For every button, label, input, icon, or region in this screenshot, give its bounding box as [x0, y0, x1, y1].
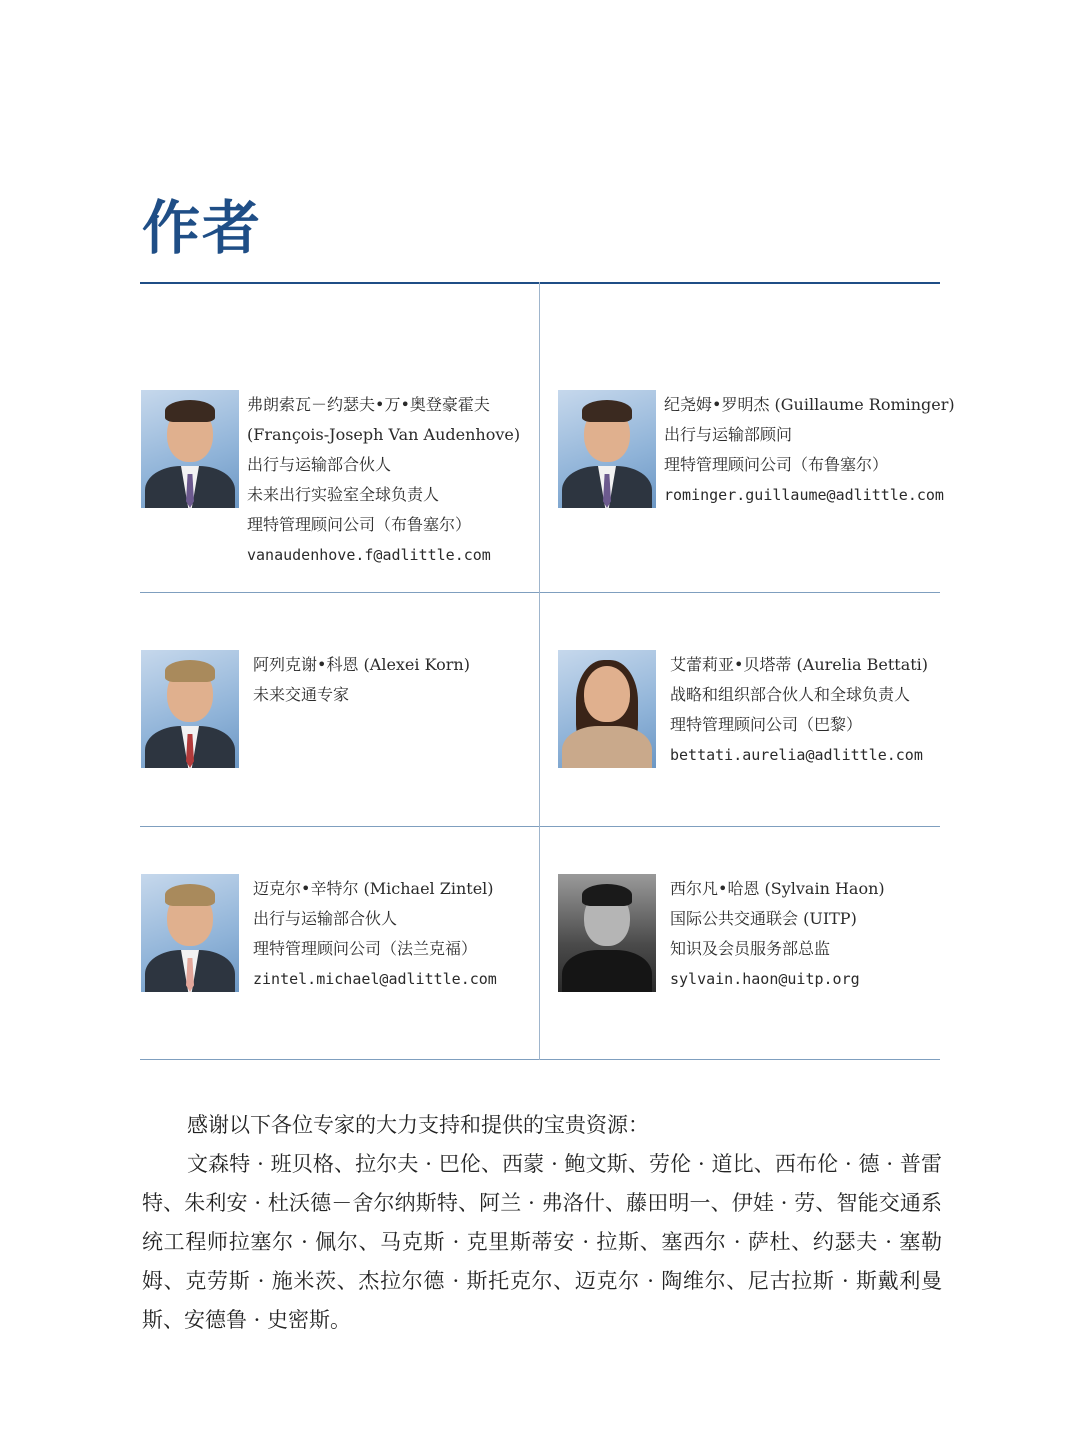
author-company: 理特管理顾问公司（法兰克福） — [253, 939, 478, 958]
divider-top — [140, 282, 940, 284]
author-email[interactable]: zintel.michael@adlittle.com — [253, 970, 497, 988]
author-email[interactable]: rominger.guillaume@adlittle.com — [664, 486, 944, 504]
author-role: 未来出行实验室全球负责人 — [247, 485, 440, 504]
author-role: 战略和组织部合伙人和全球负责人 — [670, 685, 911, 704]
author-info — [670, 650, 928, 770]
author-card — [558, 650, 928, 770]
author-info — [253, 874, 497, 994]
divider-vertical — [539, 282, 540, 1060]
author-photo — [558, 390, 656, 508]
author-name: 阿列克谢•科恩 (Alexei Korn) — [253, 655, 470, 674]
author-info — [253, 650, 470, 768]
author-photo — [141, 650, 239, 768]
author-role: 出行与运输部合伙人 — [247, 455, 392, 474]
author-company: 理特管理顾问公司（布鲁塞尔） — [664, 455, 889, 474]
author-company: 理特管理顾问公司（布鲁塞尔） — [247, 515, 472, 534]
author-name: 西尔凡•哈恩 (Sylvain Haon) — [670, 879, 885, 898]
divider-row-2 — [140, 826, 940, 827]
author-name: 迈克尔•辛特尔 (Michael Zintel) — [253, 879, 494, 898]
authors-grid — [140, 282, 955, 1060]
author-role: 知识及会员服务部总监 — [670, 939, 831, 958]
acknowledgements — [142, 1106, 942, 1340]
author-name-en: (François-Joseph Van Audenhove) — [247, 425, 521, 444]
author-card — [558, 874, 885, 994]
author-photo — [141, 874, 239, 992]
author-name: 艾蕾莉亚•贝塔蒂 (Aurelia Bettati) — [670, 655, 929, 674]
author-name: 弗朗索瓦－约瑟夫•万•奥登豪霍夫 — [247, 395, 490, 414]
author-photo — [141, 390, 239, 508]
author-email[interactable]: vanaudenhove.f@adlittle.com — [247, 546, 491, 564]
author-info — [664, 390, 955, 510]
acknowledgements-names: 文森特 · 班贝格、拉尔夫 · 巴伦、西蒙 · 鲍文斯、劳伦 · 道比、西布伦 · 德 · 普雷特、朱利安 · 杜沃德－舍尔纳斯特、阿兰 · 弗洛什、藤田明一、伊娃 · 劳、智能交通系统工程师拉塞尔 · 佩尔、马克斯 · 克里斯蒂安 · 拉斯、塞西尔 · 萨杜、约瑟夫 · 塞勒姆、克劳斯 · 施米茨、杰拉尔德 · 斯托克尔、迈克尔 · 陶维尔、尼古拉斯 · 斯戴利曼斯、安德鲁 · 史密斯。 — [142, 1152, 942, 1332]
author-role: 未来交通专家 — [253, 685, 350, 704]
author-org: 国际公共交通联会 (UITP) — [670, 909, 857, 928]
author-photo — [558, 874, 656, 992]
author-role: 出行与运输部合伙人 — [253, 909, 398, 928]
author-card — [141, 390, 520, 570]
divider-row-1 — [140, 592, 940, 593]
author-card — [558, 390, 955, 510]
divider-bottom — [140, 1059, 940, 1060]
author-role: 出行与运输部顾问 — [664, 425, 793, 444]
author-email[interactable]: bettati.aurelia@adlittle.com — [670, 746, 923, 764]
acknowledgements-intro: 感谢以下各位专家的大力支持和提供的宝贵资源： — [187, 1113, 649, 1137]
author-info — [247, 390, 520, 570]
author-company: 理特管理顾问公司（巴黎） — [670, 715, 863, 734]
author-info — [670, 874, 885, 994]
author-email[interactable]: sylvain.haon@uitp.org — [670, 970, 860, 988]
author-card — [141, 650, 470, 768]
page-title: 作者 — [142, 194, 263, 262]
author-name: 纪尧姆•罗明杰 (Guillaume Rominger) — [664, 395, 955, 414]
author-card — [141, 874, 497, 994]
author-photo — [558, 650, 656, 768]
